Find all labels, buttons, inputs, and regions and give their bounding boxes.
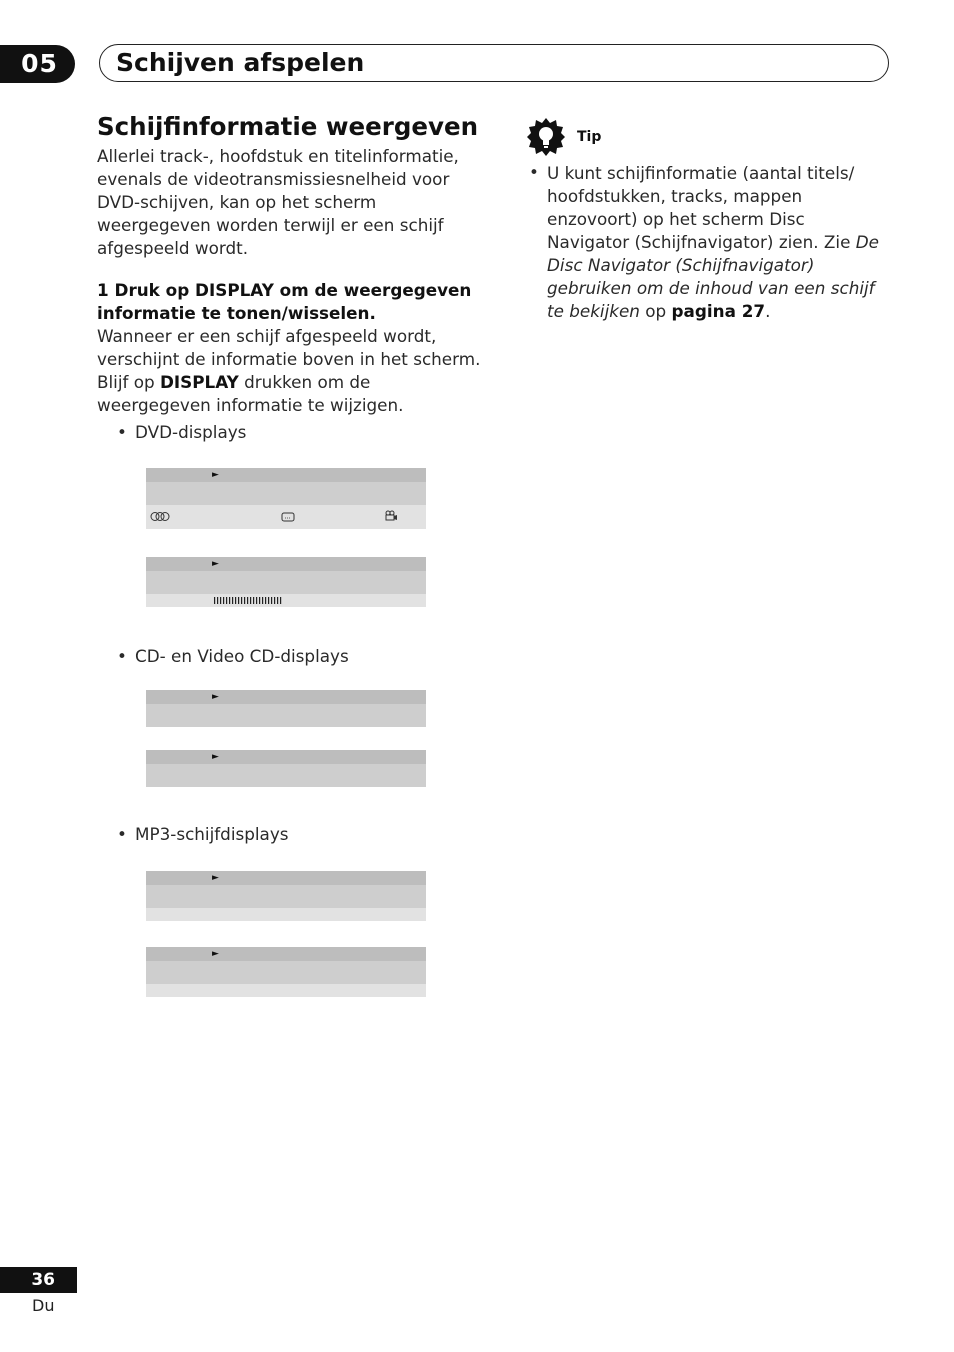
display-info-row bbox=[146, 571, 426, 594]
step-heading: 1 Druk op DISPLAY om de weergegeven informatie te tonen/wisselen. bbox=[97, 280, 472, 323]
chapter-title: Schijven afspelen bbox=[116, 48, 365, 77]
dvd-display-2 bbox=[146, 557, 426, 607]
display-info-row bbox=[146, 764, 426, 787]
display-keyword: DISPLAY bbox=[160, 372, 239, 392]
play-arrow-icon: ► bbox=[212, 559, 219, 569]
chapter-number-badge: 05 bbox=[0, 45, 75, 83]
tip-text-connector: op bbox=[639, 301, 672, 321]
display-info-row bbox=[146, 961, 426, 984]
subtitle-icon bbox=[281, 512, 295, 522]
bullet-dvd-label: DVD-displays bbox=[135, 422, 247, 442]
bitrate-meter-icon bbox=[214, 597, 284, 605]
step-body-text: Wanneer er een schijf afgespeeld wordt, verschijnt de informatie boven in het scherm. Blijf op bbox=[97, 326, 481, 392]
bullet-cd bbox=[117, 646, 349, 666]
audio-icon bbox=[150, 511, 172, 522]
language-code: Du bbox=[32, 1296, 55, 1315]
display-bitrate-row bbox=[146, 594, 426, 607]
bullet-dot: • bbox=[529, 162, 539, 182]
display-status-row bbox=[146, 750, 426, 764]
intro-paragraph: Allerlei track-, hoofdstuk en titelinformatie, evenals de videotransmissiesnelheid voor DVD-schijven, kan op het scherm weergegeven worden terwijl er een schijf afgespeeld wordt. bbox=[97, 146, 459, 258]
tip-text-plain: U kunt schijfinformatie (aantal titels/ hoofdstukken, tracks, mappen enzovoort) op het scherm Disc Navigator (Schijfnavigator) zien. Zie bbox=[547, 163, 856, 252]
tip-page-link[interactable]: pagina 27 bbox=[671, 301, 766, 321]
bullet-cd-label: CD- en Video CD-displays bbox=[135, 646, 349, 666]
step-body bbox=[97, 325, 487, 417]
tip-text bbox=[547, 162, 892, 323]
play-arrow-icon: ► bbox=[212, 752, 219, 762]
bullet-dot: • bbox=[117, 646, 127, 666]
display-folder-row bbox=[146, 908, 426, 921]
play-arrow-icon: ► bbox=[212, 949, 219, 959]
display-info-row bbox=[146, 482, 426, 505]
page-number: 36 bbox=[0, 1267, 77, 1293]
bullet-dot: • bbox=[117, 422, 127, 442]
cd-display-1 bbox=[146, 690, 426, 727]
section-title: Schijfinformatie weergeven bbox=[97, 112, 479, 141]
bullet-mp3 bbox=[117, 824, 289, 844]
display-settings-row bbox=[146, 505, 426, 529]
tip-label: Tip bbox=[577, 129, 602, 145]
bullet-mp3-label: MP3-schijfdisplays bbox=[135, 824, 289, 844]
cd-display-2 bbox=[146, 750, 426, 787]
display-status-row bbox=[146, 947, 426, 961]
step-body-text-end: drukken om de weergegeven informatie te wijzigen. bbox=[97, 372, 404, 415]
play-arrow-icon: ► bbox=[212, 873, 219, 883]
play-arrow-icon: ► bbox=[212, 470, 219, 480]
display-status-row bbox=[146, 690, 426, 704]
play-arrow-icon: ► bbox=[212, 692, 219, 702]
angle-camera-icon bbox=[384, 510, 398, 522]
display-info-row bbox=[146, 704, 426, 727]
bullet-dot: • bbox=[117, 824, 127, 844]
display-status-row bbox=[146, 871, 426, 885]
display-status-row bbox=[146, 468, 426, 482]
tip-text-end: . bbox=[765, 301, 771, 321]
tip-text-reference: De Disc Navigator (Schijfnavigator) gebruiken om de inhoud van een schijf te bekijken bbox=[547, 232, 879, 321]
display-info-row bbox=[146, 885, 426, 908]
display-folder-row bbox=[146, 984, 426, 997]
mp3-display-2 bbox=[146, 947, 426, 997]
bullet-dvd bbox=[117, 422, 247, 442]
display-status-row bbox=[146, 557, 426, 571]
mp3-display-1 bbox=[146, 871, 426, 921]
dvd-display-1 bbox=[146, 468, 426, 529]
lightbulb-tip-icon bbox=[527, 118, 565, 156]
